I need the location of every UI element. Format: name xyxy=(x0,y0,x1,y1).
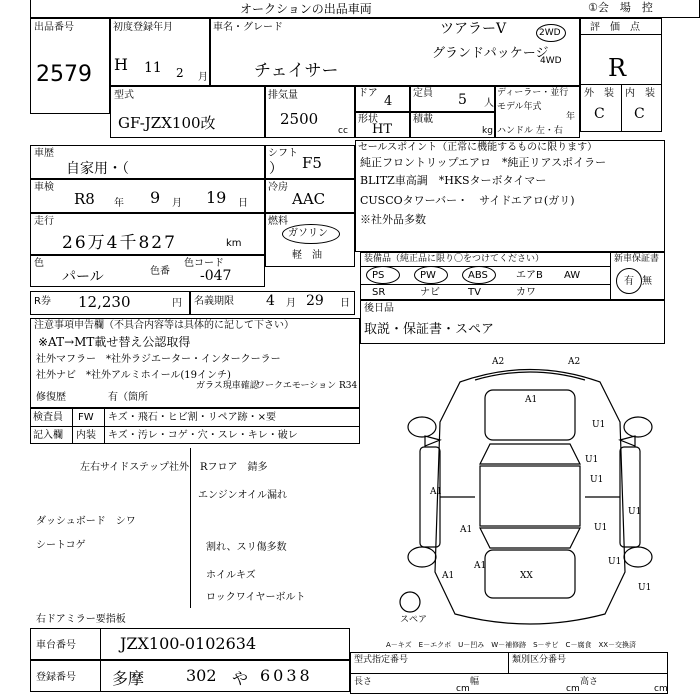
rating-divider xyxy=(580,34,662,35)
r-ticket-unit: 円 xyxy=(172,298,182,309)
rating-score: R xyxy=(608,54,627,82)
notes-line-4: ワークエモーション R34 xyxy=(256,381,358,391)
hand-note-right-1: Rフロア 錆多 xyxy=(200,462,268,473)
equipment-circle xyxy=(366,266,400,284)
warranty-no: 無 xyxy=(642,276,652,287)
hand-note-right-3: 割れ、スリ傷多数 xyxy=(206,542,287,553)
mark-11: XX xyxy=(520,571,533,581)
wheel-rear-left xyxy=(408,547,436,567)
inspection-box xyxy=(30,179,265,213)
height-label: 高さ xyxy=(580,677,599,687)
ac-label: 冷房 xyxy=(268,182,288,193)
docs-value: 取説・保証書・スペア xyxy=(364,322,495,337)
equipment-item: TV xyxy=(468,287,481,298)
warranty-yes: 有 xyxy=(624,276,634,287)
equipment-circle xyxy=(462,266,496,284)
mileage-value: 26万4千827 xyxy=(62,233,177,253)
mark-2: A2 xyxy=(568,357,581,367)
inspection-day: 19 xyxy=(206,188,227,207)
grade-line-2: グランドパッケージ xyxy=(432,46,549,61)
chassis-label: 車台番号 xyxy=(36,640,76,651)
car-name: チェイサー xyxy=(254,61,339,81)
sales-point-line-2: BLITZ車高調 *HKSターボタイマー xyxy=(360,174,547,187)
equipment-item: カワ xyxy=(516,287,536,298)
color-code: -047 xyxy=(200,268,232,284)
model-year-label: モデル年式 xyxy=(497,102,542,112)
mileage-label: 走行 xyxy=(34,216,54,227)
bottom-split xyxy=(508,652,509,673)
fw-items: キズ・飛石・ヒビ割・リペア跡・×要 xyxy=(108,412,276,423)
dealer-label: ディーラー・並行 xyxy=(497,88,569,98)
mark-8: A1 xyxy=(430,487,443,497)
doors-value: 4 xyxy=(384,94,393,109)
hand-note-left-3: シートコゲ xyxy=(36,540,86,551)
mark-3: A1 xyxy=(525,395,538,405)
body-label: 形状 xyxy=(358,114,378,125)
equipment-item: AW xyxy=(564,270,581,281)
notes-line-2: 社外マフラー *社外ラジエーター・インタークーラー xyxy=(36,354,281,365)
mark-9: A1 xyxy=(460,525,473,535)
inspector-label: 検査員 xyxy=(33,412,63,423)
length-label: 長さ xyxy=(354,677,373,687)
notes-area-split xyxy=(190,448,191,608)
expiry-day: 29 xyxy=(306,293,324,309)
repair-value: 有（箇所 xyxy=(108,392,148,403)
mark-15: U1 xyxy=(628,507,642,517)
doors-label: ドア xyxy=(358,88,378,99)
notes-label: 注意事項申告欄（不具合内容等は具体的に記して下さい） xyxy=(34,320,294,331)
color-label: 色 xyxy=(34,258,44,269)
sales-points-label: セールスポイント（正常に機能するものに限ります） xyxy=(358,142,598,153)
car-damage-diagram xyxy=(380,352,680,642)
rating-label: 評 価 点 xyxy=(590,22,640,33)
equipment-circle xyxy=(414,266,448,284)
equipment-item: ナビ xyxy=(420,287,440,298)
model-value: GF-JZX100改 xyxy=(118,114,216,132)
repair-label: 修復歴 xyxy=(36,392,66,403)
equipment-item: PS xyxy=(372,270,385,281)
payload-label: 積載 xyxy=(413,114,433,125)
expiry-month-unit: 月 xyxy=(286,298,296,309)
spare-tire xyxy=(400,592,420,612)
interior-label: 内 装 xyxy=(625,88,655,99)
recorder-label: 記入欄 xyxy=(33,430,63,441)
car-name-label: 車名・グレード xyxy=(213,22,283,33)
spare-label: スペア xyxy=(400,615,428,625)
ac-value: AAC xyxy=(292,190,326,208)
inspection-month: 9 xyxy=(150,188,161,207)
displacement-label: 排気量 xyxy=(268,90,298,101)
docs-label: 後日品 xyxy=(364,303,394,314)
first-reg-month: 2 xyxy=(176,66,184,80)
color-code-label: 色コード xyxy=(184,258,224,269)
mark-13: U1 xyxy=(608,557,622,567)
shift-label: シフト xyxy=(268,148,298,159)
sales-point-line-3: CUSCOタワーバー・ サイドエアロ(ガリ) xyxy=(360,194,575,207)
inspection-label: 車検 xyxy=(34,182,54,193)
equipment-split xyxy=(610,252,611,300)
exterior-label: 外 装 xyxy=(584,88,614,99)
grade-line-1: ツアラーV xyxy=(440,21,507,37)
shift-value: F5 xyxy=(302,154,322,172)
lot-label: 出品番号 xyxy=(34,22,74,33)
equipment-item: ABS xyxy=(468,270,488,281)
fuel-diesel: 軽 油 xyxy=(292,250,322,261)
mark-6: U1 xyxy=(594,523,608,533)
wheel-front-left xyxy=(408,417,436,437)
hand-note-right-5: ロックワイヤーボルト xyxy=(206,592,306,603)
r-ticket-label: R券 xyxy=(34,296,51,307)
r-ticket-value: 12,230 xyxy=(78,293,131,311)
fuel-label: 燃料 xyxy=(268,216,288,227)
registration-label: 登録番号 xyxy=(36,672,76,683)
check-divider xyxy=(30,426,360,427)
mileage-unit: km xyxy=(226,238,242,249)
type-cert-label: 型式指定番号 xyxy=(354,655,409,665)
mirror-note: 右ドアミラー要指板 xyxy=(36,614,126,625)
displacement-value: 2500 xyxy=(280,110,319,128)
equipment-item: PW xyxy=(420,270,436,281)
registration-kana: や xyxy=(232,669,249,688)
equipment-item: エアB xyxy=(516,270,543,281)
mark-10: A1 xyxy=(474,561,487,571)
body-value: HT xyxy=(372,122,393,137)
mirror-right xyxy=(620,436,635,446)
inspection-year-unit: 年 xyxy=(114,198,124,209)
exterior-score: C xyxy=(594,106,605,122)
bottom-divider xyxy=(350,673,668,674)
expiry-day-unit: 日 xyxy=(340,298,350,309)
width-label: 幅 xyxy=(470,677,480,687)
color-number-label: 色番 xyxy=(150,266,170,277)
hand-note-left-2: ダッシュボード シワ xyxy=(36,516,136,527)
capacity-unit: 人 xyxy=(484,98,494,109)
capacity-value: 5 xyxy=(458,92,467,108)
model-label: 型式 xyxy=(114,90,134,101)
drive-2wd: 2WD xyxy=(539,28,561,38)
registration-number: 6038 xyxy=(260,666,313,685)
fw-tag: FW xyxy=(78,412,94,423)
interior-score: C xyxy=(634,106,645,122)
interior-items: キズ・汚レ・コゲ・穴・スレ・キレ・破レ xyxy=(108,430,298,441)
mark-1: A2 xyxy=(492,357,505,367)
new-warranty-label: 新車保証書 xyxy=(614,254,660,264)
mark-4: U1 xyxy=(592,420,606,430)
mark-5: U1 xyxy=(590,475,604,485)
category-label: 類別区分番号 xyxy=(512,655,567,665)
hand-note-right-4: ホイルキズ xyxy=(206,570,256,581)
equipment-divider-2 xyxy=(360,284,610,285)
roof xyxy=(480,466,580,526)
first-reg-era: H xyxy=(114,55,128,74)
color-value: パール xyxy=(62,269,104,285)
mark-7: U1 xyxy=(585,455,599,465)
chassis-number: JZX100-0102634 xyxy=(120,634,257,653)
venue-label: ①会 場 控 xyxy=(588,1,653,14)
cm-2: cm xyxy=(566,684,580,694)
cm-1: cm xyxy=(456,684,470,694)
equipment-item: SR xyxy=(372,287,386,298)
sales-point-line-1: 純正フロントリップエアロ *純正リアスポイラー xyxy=(360,156,607,169)
first-reg-month-unit: 月 xyxy=(198,72,208,83)
interior-tag: 内装 xyxy=(76,430,96,441)
hand-note-right-2: エンジンオイル漏れ xyxy=(198,490,287,501)
wheel-rear-right xyxy=(624,547,652,567)
warranty-circle xyxy=(616,268,642,294)
expiry-month: 4 xyxy=(266,293,275,309)
mark-12: A1 xyxy=(442,571,455,581)
fuel-gasoline: ガソリン xyxy=(288,228,328,239)
sales-point-line-4: ※社外品多数 xyxy=(360,213,426,226)
legend: A－キズ E－エクボ U－凹み W－補修跡 S－サビ C－腐食 XX－交換済 xyxy=(386,641,637,649)
first-reg-label: 初度登録年月 xyxy=(113,22,173,33)
wheel-front-right xyxy=(624,417,652,437)
notes-line-5: ガラス現車確認 xyxy=(196,381,259,391)
rear-window xyxy=(480,528,580,548)
cm-3: cm xyxy=(654,684,668,694)
hand-note-left-1: 左右サイドステップ社外 xyxy=(80,462,189,473)
inspection-era: R8 xyxy=(74,190,95,208)
registration-class: 302 xyxy=(186,666,217,685)
usage-label: 車歴 xyxy=(34,148,54,159)
notes-line-3: 社外ナビ *社外アルミホイール(19インチ) xyxy=(36,370,231,381)
first-reg-year: 11 xyxy=(144,60,162,76)
lot-number: 2579 xyxy=(36,62,92,87)
sheet-title: オークションの出品車両 xyxy=(240,2,372,16)
inspection-month-unit: 月 xyxy=(172,198,182,209)
payload-unit: kg xyxy=(482,126,493,136)
handle-label: ハンドル 左・右 xyxy=(497,126,563,136)
inspection-day-unit: 日 xyxy=(238,198,248,209)
equipment-label: 装備品（純正品に限り〇をつけてください） xyxy=(364,254,545,264)
drive-4wd: 4WD xyxy=(540,56,562,66)
rating-split xyxy=(621,84,622,132)
capacity-label: 定員 xyxy=(413,88,433,99)
notes-line-1: ※AT→MT載せ替え公認取得 xyxy=(38,335,191,349)
model-year-unit: 年 xyxy=(566,112,576,122)
mirror-left xyxy=(425,436,440,446)
registration-region: 多摩 xyxy=(112,669,145,688)
displacement-unit: cc xyxy=(338,126,348,136)
expiry-label: 名義期限 xyxy=(194,296,234,307)
usage-value: 自家用・（ ） xyxy=(66,161,283,177)
windshield xyxy=(480,444,580,464)
mark-14: U1 xyxy=(638,583,652,593)
